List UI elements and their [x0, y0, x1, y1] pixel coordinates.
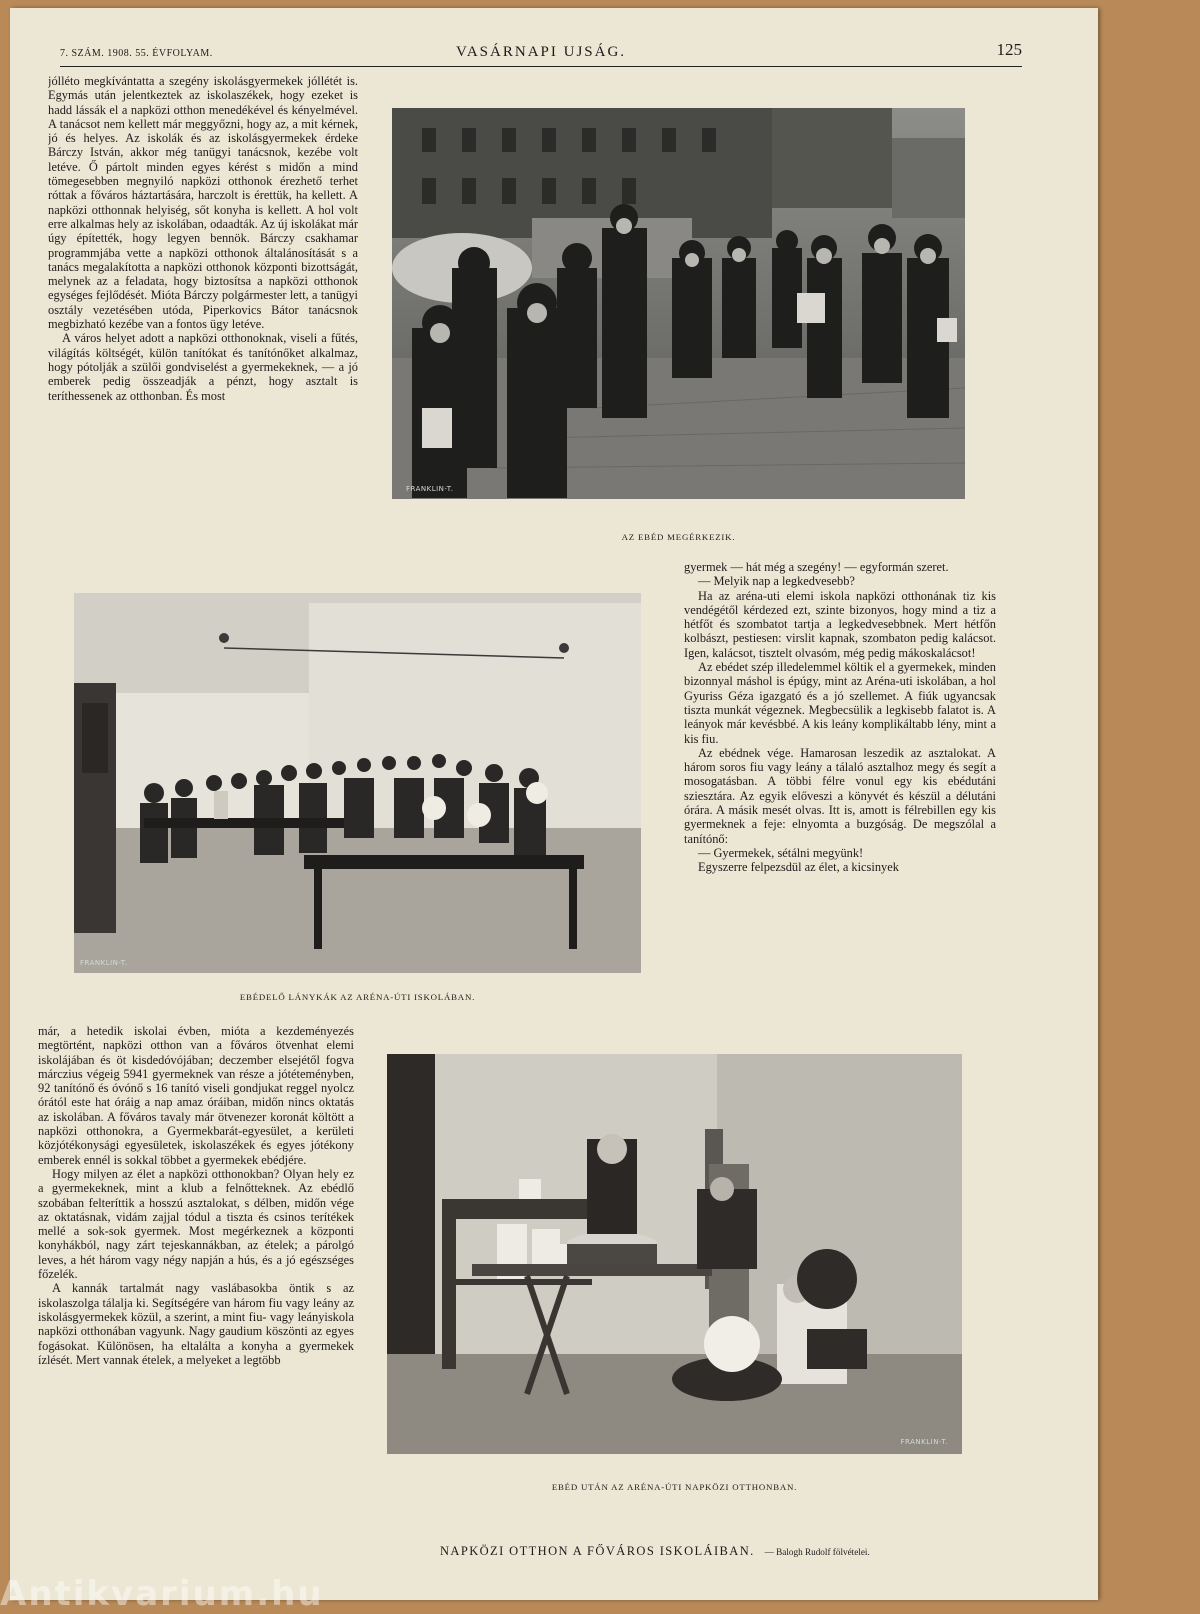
newspaper-page	[10, 8, 1098, 1600]
caption-lunch-arrives: AZ EBÉD MEGÉRKEZIK.	[621, 532, 736, 542]
photo-spread-title	[440, 1542, 1000, 1560]
paragraph: gyermek — hát még a szegény! — egyformán szeret.	[684, 560, 949, 574]
photo-girls-dining	[74, 593, 641, 973]
photo-lunch-arrives-image	[392, 108, 965, 499]
spread-title-main: NAPKÖZI OTTHON A FŐVÁROS ISKOLÁIBAN.	[440, 1544, 755, 1558]
paragraph: — Gyermekek, sétálni megyünk!	[698, 845, 864, 860]
spread-title-credit: — Balogh Rudolf fölvételei.	[764, 1547, 870, 1557]
paragraph: jólléto megkívántatta a szegény iskolásgyermekek jóllétét is. Egymás után jelentkeztek az iskolaszékek, hogy ezeket is hadd lássák el a napközi otthon menedékével és kényelmével. A tanácsot nem kellett már meggyőzni, hogy az, a mit kérnek, jó és helyes. Az iskolák és az iskolásgyermekek érdeke Bárczy István, akkor még tanügyi tanácsnok, kezébe volt letéve. Ő pártolt minden egyes kérést s midőn a mind tömegesebben megnyiló napközi otthonok érezhető terhet róttak a főváros háztartására, harczolt is érettük, ha kellett. A napközi otthonnak helyiség, sőt konyha is kellett. A hol volt erre alkalmas hely az iskolában, odaadták. Az új iskolákat már úgy építették, hogy legyen bennök. Bárczy csakhamar programmjába vette a napközi otthonok általánosítását s a tanács megalakította a napközi otthonok központi bizottságát, melynek az a feladata, hogy biztosítsa a napközi otthonok egységes fejlődését. Mióta Bárczy polgármester lett, a tanügyi osztály vezetésében utóda, Piperkovics Bátor tanácsnok megbizható kezébe van a fontos ügy letéve.	[48, 74, 358, 332]
article-column-bottom-left	[38, 1024, 354, 1510]
issue-info: 7. SZÁM. 1908. 55. ÉVFOLYAM.	[60, 48, 213, 59]
photo-after-lunch-image	[387, 1054, 962, 1454]
paragraph: Ha az aréna-uti elemi iskola napközi otthonának tiz kis vendégétől kérdezed ezt, szinte bizonyos, hogy mind a tiz a hétfőt és szombatot tartja a legkedvesebbnek. Mert hétfőn kolbászt, pestiesen: virslit kapnak, szombaton pedig kalácsot. Igen, kalácsot, tisztelt olvasóm, még pedig mákoskalácsot!	[684, 588, 996, 660]
paragraph: Hogy milyen az élet a napközi otthonokban? Olyan hely ez a gyermekeknek, mint a klub a felnőtteknek. Az ebédlő szobában felteríttik a hosszú asztalokat, s délben, midőn vége az oktatásnak, vidám zajjal tódul a tiszta és csinos terítékek mellé a sok-sok gyermek. Most megérkeznek a központi konyhákból, nagy zárt tejeskannákban, az ételek; a párolgó leves, a hét három vagy négy napján a hús, és a jó egészséges főzelék.	[38, 1166, 354, 1282]
caption-girls-dining: EBÉDELŐ LÁNYKÁK AZ ARÉNA-ÚTI ISKOLÁBAN.	[239, 992, 476, 1002]
paragraph: már, a hetedik iskolai évben, mióta a kezdeményezés megtörtént, napközi otthon van a főváros ötvenhat elemi iskolájában és öt kisdedóvójában; deczember elsejétől fogva márczius végeig 5941 gyermeknek van része a jótéteményben, 92 tanítónő és óvónő s 16 tanító viseli gondjukat reggel nyolcz órától este hat óráig a nap amaz óráiban, midőn nincs oktatás az iskolában. A főváros tavaly már ötvenezer koronát költött a napközi otthonokra, a Gyermekbarát-egyesület, a kerületi közjótékonysági egyesületek, iskolaszékek és egyes jótékony emberek ennél is sokkal többet a gyermekek ebédjére.	[38, 1024, 354, 1167]
page-header	[60, 36, 1022, 67]
watermark-text: Antikvarium.hu	[0, 1574, 324, 1614]
page-number: 125	[996, 40, 1022, 59]
photo-girls-dining-image	[74, 593, 641, 973]
paragraph: A kannák tartalmát nagy vaslábasokba öntik s az iskolaszolga tálalja ki. Segítségére van három fiu vagy leány az iskolásgyermekek közül, a szerint, a mint fiu- vagy leányiskola napközi otthonában vagyunk. Nagy gaudium köszönti az egyes fogásokat. Különösen, ha eltalálta a konyha a gyermekek ízlését. Mert vannak ételek, a melyeket a legtöbb	[38, 1281, 354, 1367]
paragraph: Egyszerre felpezsdül az élet, a kicsinyek	[698, 860, 899, 875]
photo-credit-mark: FRANKLIN-T.	[406, 485, 454, 493]
paragraph: Az ebédnek vége. Hamarosan leszedik az asztalokat. A három soros fiu vagy leány a tálaló asztalhoz megy és segít a mosogatásban. A többi félre vonul egy kis ebédutáni sziesztára. Az egyik előveszi a könyvét és készül a délutáni órára. A másik mesét olvas. Itt is, amott is félrebillen egy kis gyermeknek a feje: elnyomta a buzgóság. De megszólal a tanítónő:	[684, 745, 996, 846]
photo-after-lunch	[387, 1054, 962, 1454]
paragraph: Az ebédet szép illedelemmel költik el a gyermekek, minden bizonnyal máshol is épúgy, mint az Aréna-uti iskolában, a hol Gyuriss Géza igazgató és a jó szellemet. A fiúk ugyancsak tiszta munkát végeznek. Megbecsülik a legkisebb falatot is. A leányok már kevésbbé. A kis leány komplikáltabb lény, mint a kis fiu.	[684, 660, 996, 746]
newspaper-title: VASÁRNAPI UJSÁG.	[455, 44, 627, 60]
photo-credit-mark: FRANKLIN-T.	[80, 959, 128, 967]
article-column-mid-right	[684, 560, 996, 1015]
caption-after-lunch: EBÉD UTÁN AZ ARÉNA-ÚTI NAPKÖZI OTTHONBAN.	[551, 1482, 798, 1492]
paragraph: — Melyik nap a legkedvesebb?	[698, 574, 855, 589]
photo-lunch-arrives	[392, 108, 965, 499]
paragraph: A város helyet adott a napközi otthonoknak, viseli a fűtés, világítás költségét, külön tanítókat és tanítónőket alkalmaz, hogy pótolják a szülői gondviselést a gyermekeknek, — a jó emberek pedig összeadják a pénzt, hogy asztalt is teríthessenek az otthonban. És most	[48, 331, 358, 403]
photo-credit-mark: FRANKLIN-T.	[900, 1438, 948, 1446]
article-column-top-left	[48, 74, 358, 548]
